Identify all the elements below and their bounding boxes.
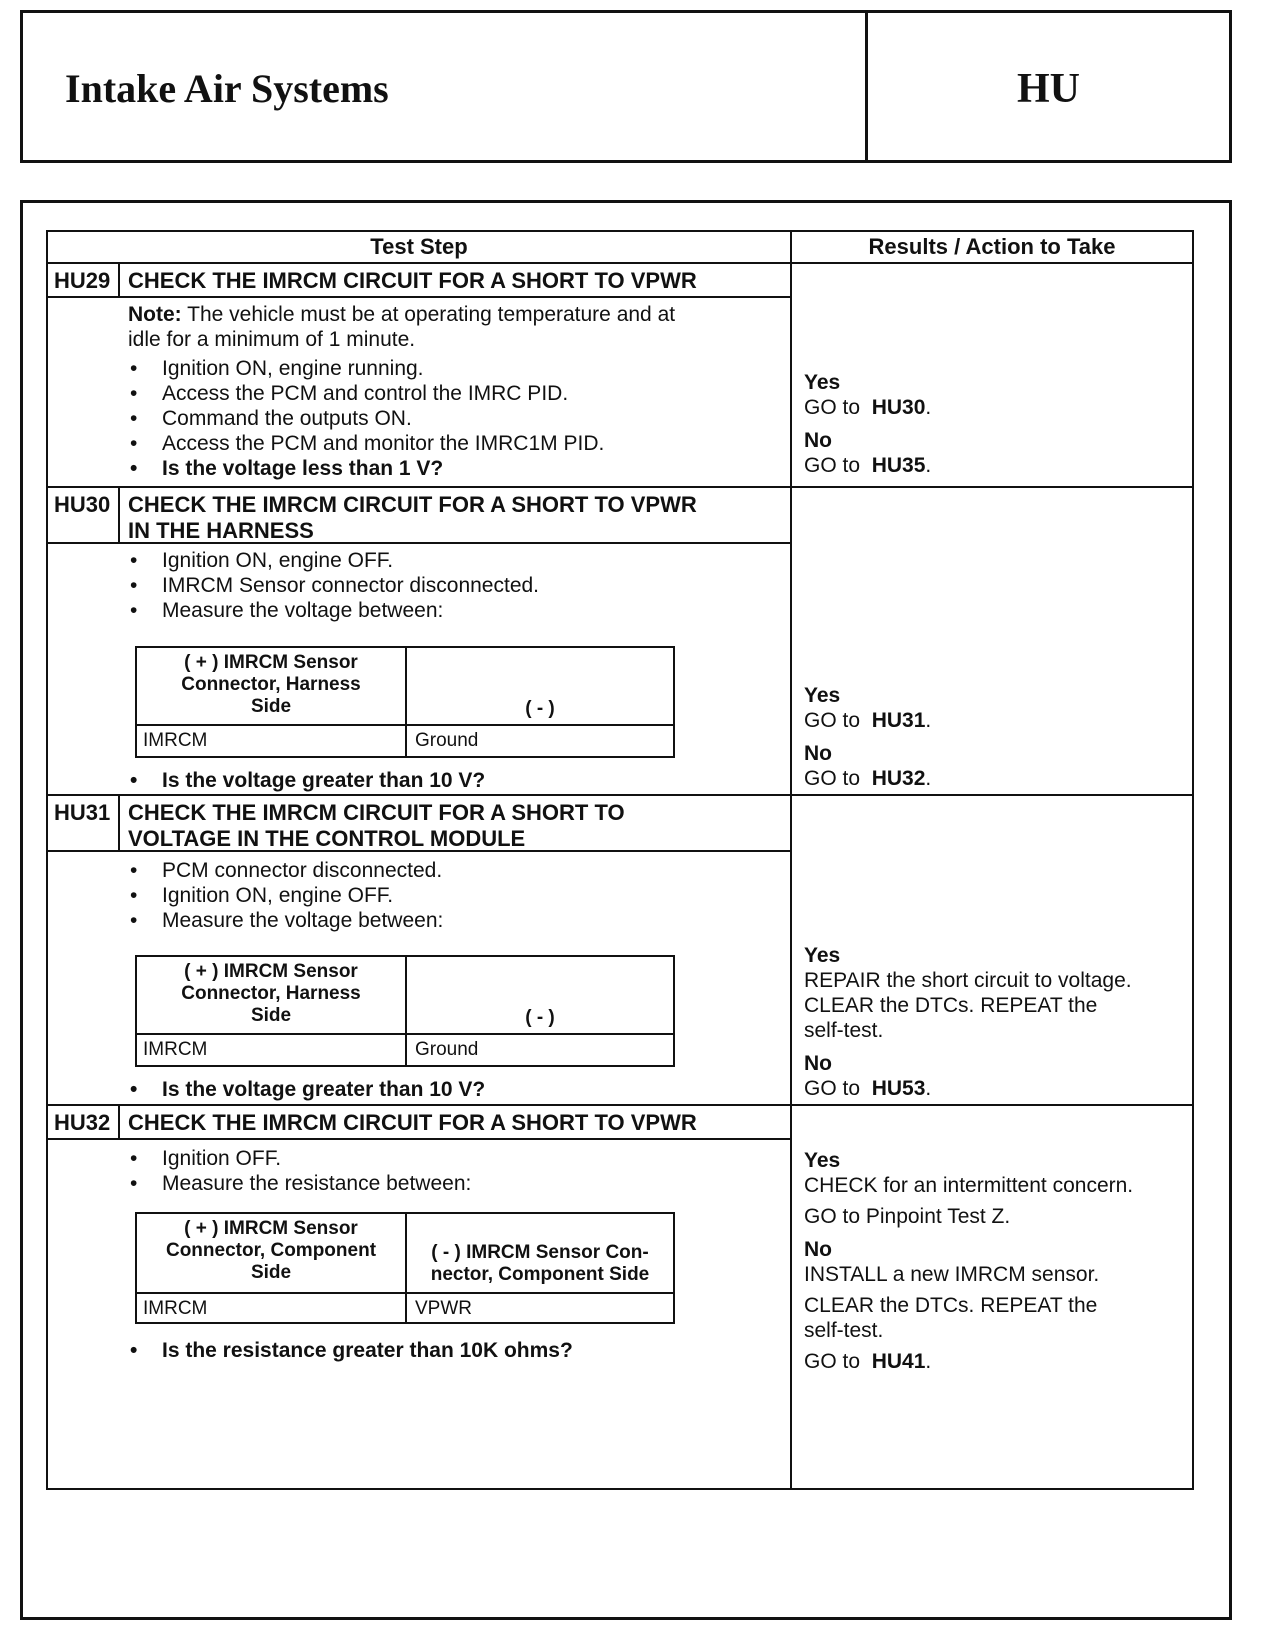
id-divider-hu31 — [118, 796, 120, 852]
step-question: • Is the voltage less than 1 V? — [128, 456, 778, 481]
column-divider — [790, 230, 792, 1490]
test-step-header: Test Step — [370, 234, 468, 259]
meas-cell-negative: VPWR — [415, 1298, 472, 1319]
meas-cell-positive: IMRCM — [143, 730, 208, 751]
step-ref: HU32 — [871, 767, 926, 790]
measurement-table-hu31 — [135, 955, 675, 1067]
no-label: No — [804, 1052, 832, 1075]
cell-divider — [137, 1292, 673, 1294]
meas-cell-positive: IMRCM — [143, 1039, 208, 1060]
meas-header-line: Connector, Component — [165, 1240, 377, 1261]
step-bullets-hu30 — [128, 548, 778, 623]
meas-cell-negative: Ground — [415, 1039, 479, 1060]
yes-action-line: GO to Pinpoint Test Z. — [804, 1205, 1011, 1228]
note-text-2: idle for a minimum of 1 minute. — [128, 328, 416, 351]
id-divider-hu32 — [118, 1106, 120, 1140]
bullet-item: • Ignition ON, engine OFF. — [128, 883, 778, 908]
step-ref: HU35 — [871, 454, 926, 477]
bullet-item: • Measure the voltage between: — [128, 908, 778, 933]
step-bullets-hu29 — [128, 356, 778, 481]
no-label: No — [804, 742, 832, 765]
no-action-line: INSTALL a new IMRCM sensor. — [804, 1263, 1100, 1286]
step-title-line: IN THE HARNESS — [128, 518, 314, 543]
meas-header-negative: ( - ) — [525, 1007, 555, 1028]
section-title: Intake Air Systems — [65, 66, 389, 111]
step-id-hu31: HU31 — [54, 800, 111, 825]
meas-header-line: Side — [250, 696, 292, 717]
bullet-item: • Access the PCM and control the IMRC PID. — [128, 381, 778, 406]
yes-action: GO to HU30. — [804, 396, 932, 419]
results-hu31 — [804, 943, 1188, 1101]
yes-label: Yes — [804, 371, 841, 394]
step-title-line: CHECK THE IMRCM CIRCUIT FOR A SHORT TO — [128, 800, 625, 825]
hu30-row-line — [46, 486, 1194, 488]
step-ref: HU31 — [871, 709, 926, 732]
go-to-text: GO to — [804, 454, 866, 477]
meas-header-negative — [407, 1242, 673, 1286]
hu32-row-line — [46, 1104, 1194, 1106]
step-id-hu29: HU29 — [54, 268, 111, 293]
yes-action-line: REPAIR the short circuit to voltage. — [804, 969, 1132, 992]
step-bullets-hu32 — [128, 1146, 778, 1196]
yes-action-line: CHECK for an intermittent concern. — [804, 1174, 1134, 1197]
meas-header-line: nector, Component Side — [430, 1264, 650, 1285]
step-title-hu30 — [128, 492, 697, 544]
yes-action: GO to HU31. — [804, 709, 932, 732]
step-id-hu30: HU30 — [54, 492, 111, 517]
no-action: GO to HU53. — [804, 1077, 932, 1100]
meas-cell-negative: Ground — [415, 730, 479, 751]
header-row-line — [46, 262, 1194, 264]
note-label: Note: — [128, 303, 182, 326]
meas-header-line: ( + ) IMRCM Sensor — [184, 1218, 358, 1239]
cell-divider — [137, 724, 673, 726]
bullet-item: • Measure the voltage between: — [128, 598, 778, 623]
no-action: GO to HU41. — [804, 1350, 932, 1373]
results-header: Results / Action to Take — [868, 234, 1116, 259]
step-title-hu29 — [128, 268, 697, 294]
meas-header-line: ( - ) IMRCM Sensor Con- — [431, 1242, 649, 1263]
bullet-item: • PCM connector disconnected. — [128, 858, 778, 883]
yes-action-line: CLEAR the DTCs. REPEAT the — [804, 994, 1098, 1017]
yes-label: Yes — [804, 684, 841, 707]
bullet-item: • IMRCM Sensor connector disconnected. — [128, 573, 778, 598]
bullet-item: • Access the PCM and monitor the IMRC1M PID. — [128, 431, 778, 456]
results-hu30 — [804, 683, 1184, 791]
step-ref: HU41 — [871, 1350, 926, 1373]
step-title-line: VOLTAGE IN THE CONTROL MODULE — [128, 826, 526, 851]
section-code: HU — [1017, 66, 1080, 112]
go-to-text: GO to — [804, 1350, 866, 1373]
no-label: No — [804, 1238, 832, 1261]
bullet-item: • Ignition ON, engine OFF. — [128, 548, 778, 573]
yes-label: Yes — [804, 1149, 841, 1172]
yes-action-line: self-test. — [804, 1019, 884, 1042]
step-title-line: CHECK THE IMRCM CIRCUIT FOR A SHORT TO VPWR — [128, 492, 697, 517]
step-note-hu29 — [128, 302, 778, 352]
step-question-hu32 — [128, 1338, 778, 1363]
step-question-hu30 — [128, 768, 778, 793]
step-title-hu32 — [128, 1110, 697, 1136]
step-question-hu31 — [128, 1077, 778, 1102]
results-hu29 — [804, 370, 1184, 478]
step-ref: HU53 — [871, 1077, 926, 1100]
step-question: • Is the resistance greater than 10K ohms? — [128, 1338, 778, 1363]
measurement-table-hu30 — [135, 646, 675, 758]
bullet-item: • Measure the resistance between: — [128, 1171, 778, 1196]
hu32-title-line — [46, 1138, 792, 1140]
go-to-text: GO to — [804, 767, 866, 790]
go-to-text: GO to — [804, 1077, 866, 1100]
bullet-item: • Ignition OFF. — [128, 1146, 778, 1171]
step-id-hu32: HU32 — [54, 1110, 111, 1135]
meas-header-line: Connector, Harness — [181, 983, 361, 1004]
bullet-item: • Ignition ON, engine running. — [128, 356, 778, 381]
measurement-table-hu32 — [135, 1212, 675, 1324]
note-text: The vehicle must be at operating temperature and at — [181, 303, 676, 326]
meas-header-line: Side — [250, 1262, 292, 1283]
no-action-line: CLEAR the DTCs. REPEAT the — [804, 1294, 1098, 1317]
meas-header-line: ( + ) IMRCM Sensor — [184, 652, 358, 673]
meas-cell-positive: IMRCM — [143, 1298, 208, 1319]
id-divider-hu29 — [118, 264, 120, 298]
cell-divider — [137, 1033, 673, 1035]
no-action: GO to HU32. — [804, 767, 932, 790]
no-action: GO to HU35. — [804, 454, 932, 477]
go-to-text: GO to — [804, 709, 866, 732]
hu29-title-line — [46, 296, 792, 298]
meas-header-positive — [137, 1218, 405, 1284]
step-question: • Is the voltage greater than 10 V? — [128, 1077, 778, 1102]
step-question: • Is the voltage greater than 10 V? — [128, 768, 778, 793]
step-ref: HU30 — [871, 396, 926, 419]
no-label: No — [804, 429, 832, 452]
meas-header-positive — [137, 652, 405, 718]
meas-header-line: Connector, Harness — [181, 674, 361, 695]
yes-label: Yes — [804, 944, 841, 967]
meas-header-line: ( + ) IMRCM Sensor — [184, 961, 358, 982]
meas-header-positive — [137, 961, 405, 1027]
step-title-line: CHECK THE IMRCM CIRCUIT FOR A SHORT TO VPWR — [128, 268, 697, 293]
no-action-line: self-test. — [804, 1319, 884, 1342]
step-bullets-hu31 — [128, 858, 778, 933]
bullet-item: • Command the outputs ON. — [128, 406, 778, 431]
go-to-text: GO to — [804, 396, 866, 419]
meas-header-negative: ( - ) — [525, 698, 555, 719]
results-hu32 — [804, 1148, 1188, 1374]
step-title-hu31 — [128, 800, 625, 852]
meas-header-line: Side — [250, 1005, 292, 1026]
page-header — [20, 10, 1232, 163]
step-title-line: CHECK THE IMRCM CIRCUIT FOR A SHORT TO VPWR — [128, 1110, 697, 1135]
hu31-row-line — [46, 794, 1194, 796]
id-divider-hu30 — [118, 488, 120, 544]
